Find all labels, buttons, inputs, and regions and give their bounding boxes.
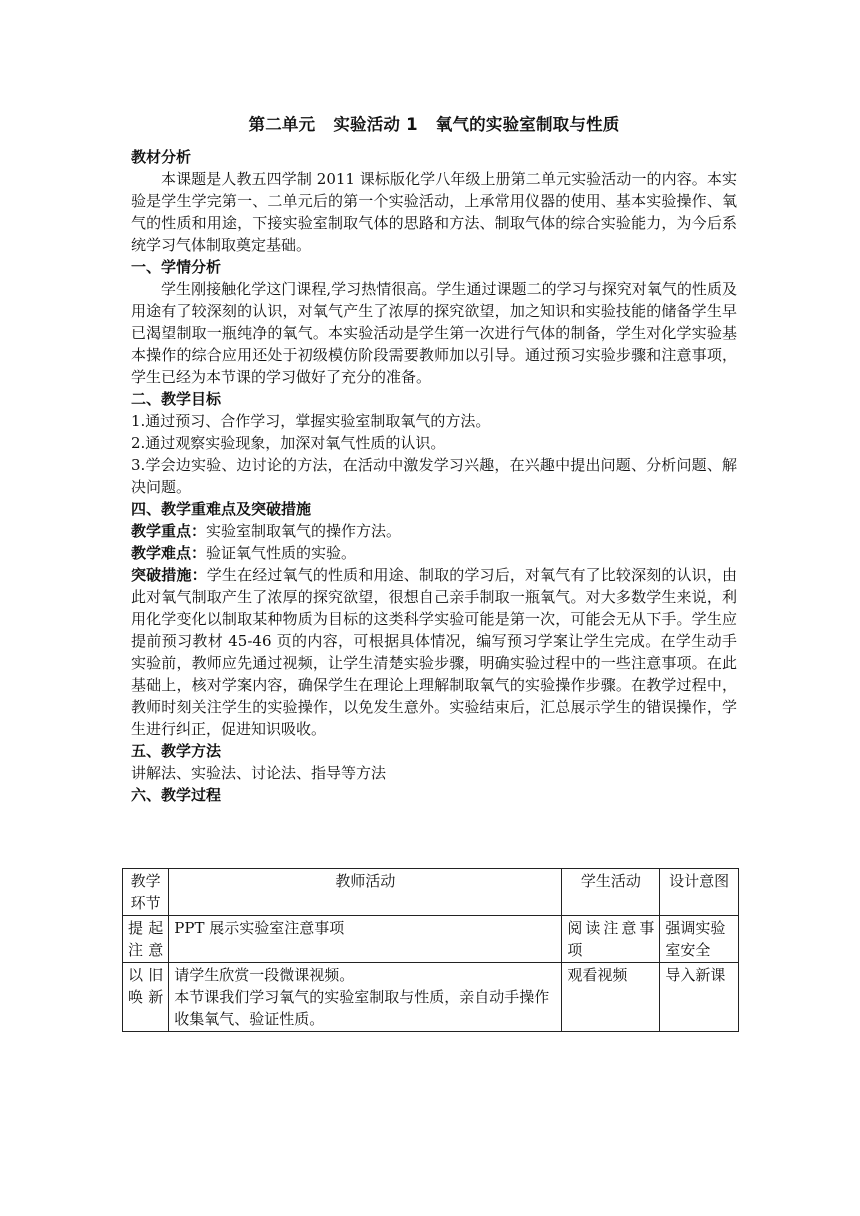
key-focus-text: 实验室制取氧气的操作方法。 [206, 522, 402, 540]
heading-textbook-analysis: 教材分析 [131, 148, 192, 166]
table-row [123, 916, 739, 963]
key-difficulty [131, 542, 737, 564]
heading-teaching-process: 六、教学过程 [131, 786, 222, 804]
paragraph-student-analysis: 学生刚接触化学这门课程,学习热情很高。学生通过课题二的学习与探究对氧气的性质及用途有了较深刻的认识，对氧气产生了浓厚的探究欲望，加之知识和实验技能的储备学生早已渴望制取一瓶纯净的氧气。本实验活动是学生第一次进行气体的制备，学生对化学实验基本操作的综合应用还处于初级模仿阶段需要教师加以引导。通过预习实验步骤和注意事项，学生已经为本节课的学习做好了充分的准备。 [131, 280, 737, 386]
cell-teacher-line: 请学生欣赏一段微课视频。 [174, 966, 355, 984]
key-measures-text: 学生在经过氧气的性质和用途、制取的学习后，对氧气有了比较深刻的认识，由此对氧气制取产生了浓厚的探究欲望，很想自己亲手制取一瓶氧气。对大多数学生来说，利用化学变化以制取某种物质为目标的这类科学实验可能是第一次，可能会无从下手。学生应提前预习教材 45-46 页的内容，可根据具体情况，编写预习学案让学生完成。在学生动手实验前，教师应先通过视频，让学生清楚实验步骤，明确实验过程中的一些注意事项。在此基础上，核对学案内容，确保学生在理论上理解制取氧气的实验操作步骤。在教学过程中，教师时刻关注学生的实验操作，以免发生意外。实验结束后，汇总展示学生的错误操作，学生进行纠正，促进知识吸收。 [131, 566, 737, 738]
cell-stage: 提起注意 [123, 916, 169, 963]
goal-item-1: 1.通过预习、合作学习，掌握实验室制取氧气的方法。 [131, 412, 491, 430]
document-page [131, 112, 737, 806]
key-measures [131, 564, 737, 740]
cell-stage: 以旧唤新 [123, 963, 169, 1032]
key-focus [131, 520, 737, 542]
table-row [123, 963, 739, 1032]
title-activity: 实验活动 1 [333, 115, 418, 134]
key-measures-label: 突破措施： [131, 566, 207, 584]
title-unit: 第二单元 [248, 115, 316, 134]
goal-item-2: 2.通过观察实验现象，加深对氧气性质的认识。 [131, 434, 446, 452]
heading-key-points: 四、教学重难点及突破措施 [131, 500, 312, 518]
cell-teacher: PPT 展示实验室注意事项 [169, 916, 562, 963]
paragraph-textbook-analysis: 本课题是人教五四学制 2011 课标版化学八年级上册第二单元实验活动一的内容。本实验是学生学完第一、二单元后的第一个实验活动，上承常用仪器的使用、基本实验操作、氧气的性质和用途，下接实验室制取气体的思路和方法、制取气体的综合实验能力，为今后系统学习气体制取奠定基础。 [131, 170, 737, 254]
process-table [122, 868, 739, 1032]
page-title [131, 112, 737, 138]
header-student: 学生活动 [562, 869, 660, 916]
goal-item-3: 3.学会边实验、边讨论的方法，在活动中激发学习兴趣，在兴趣中提出问题、分析问题、解决问题。 [131, 456, 737, 496]
key-difficulty-text: 验证氧气性质的实验。 [206, 544, 357, 562]
key-focus-label: 教学重点： [131, 522, 207, 540]
header-teacher: 教师活动 [169, 869, 562, 916]
header-stage: 教学环节 [123, 869, 169, 916]
cell-intent: 导入新课 [660, 963, 739, 1032]
header-intent: 设计意图 [660, 869, 739, 916]
heading-teaching-goals: 二、教学目标 [131, 390, 222, 408]
table-header-row [123, 869, 739, 916]
paragraph-teaching-methods: 讲解法、实验法、讨论法、指导等方法 [131, 764, 387, 782]
key-difficulty-label: 教学难点： [131, 544, 207, 562]
cell-intent: 强调实验室安全 [660, 916, 739, 963]
heading-student-analysis: 一、学情分析 [131, 258, 222, 276]
title-topic: 氧气的实验室制取与性质 [435, 115, 620, 134]
cell-student: 阅读注意事项 [562, 916, 660, 963]
cell-student: 观看视频 [562, 963, 660, 1032]
cell-teacher-line: 本节课我们学习氧气的实验室制取与性质，亲自动手操作收集氧气、验证性质。 [174, 988, 550, 1028]
heading-teaching-methods: 五、教学方法 [131, 742, 222, 760]
cell-teacher [169, 963, 562, 1032]
